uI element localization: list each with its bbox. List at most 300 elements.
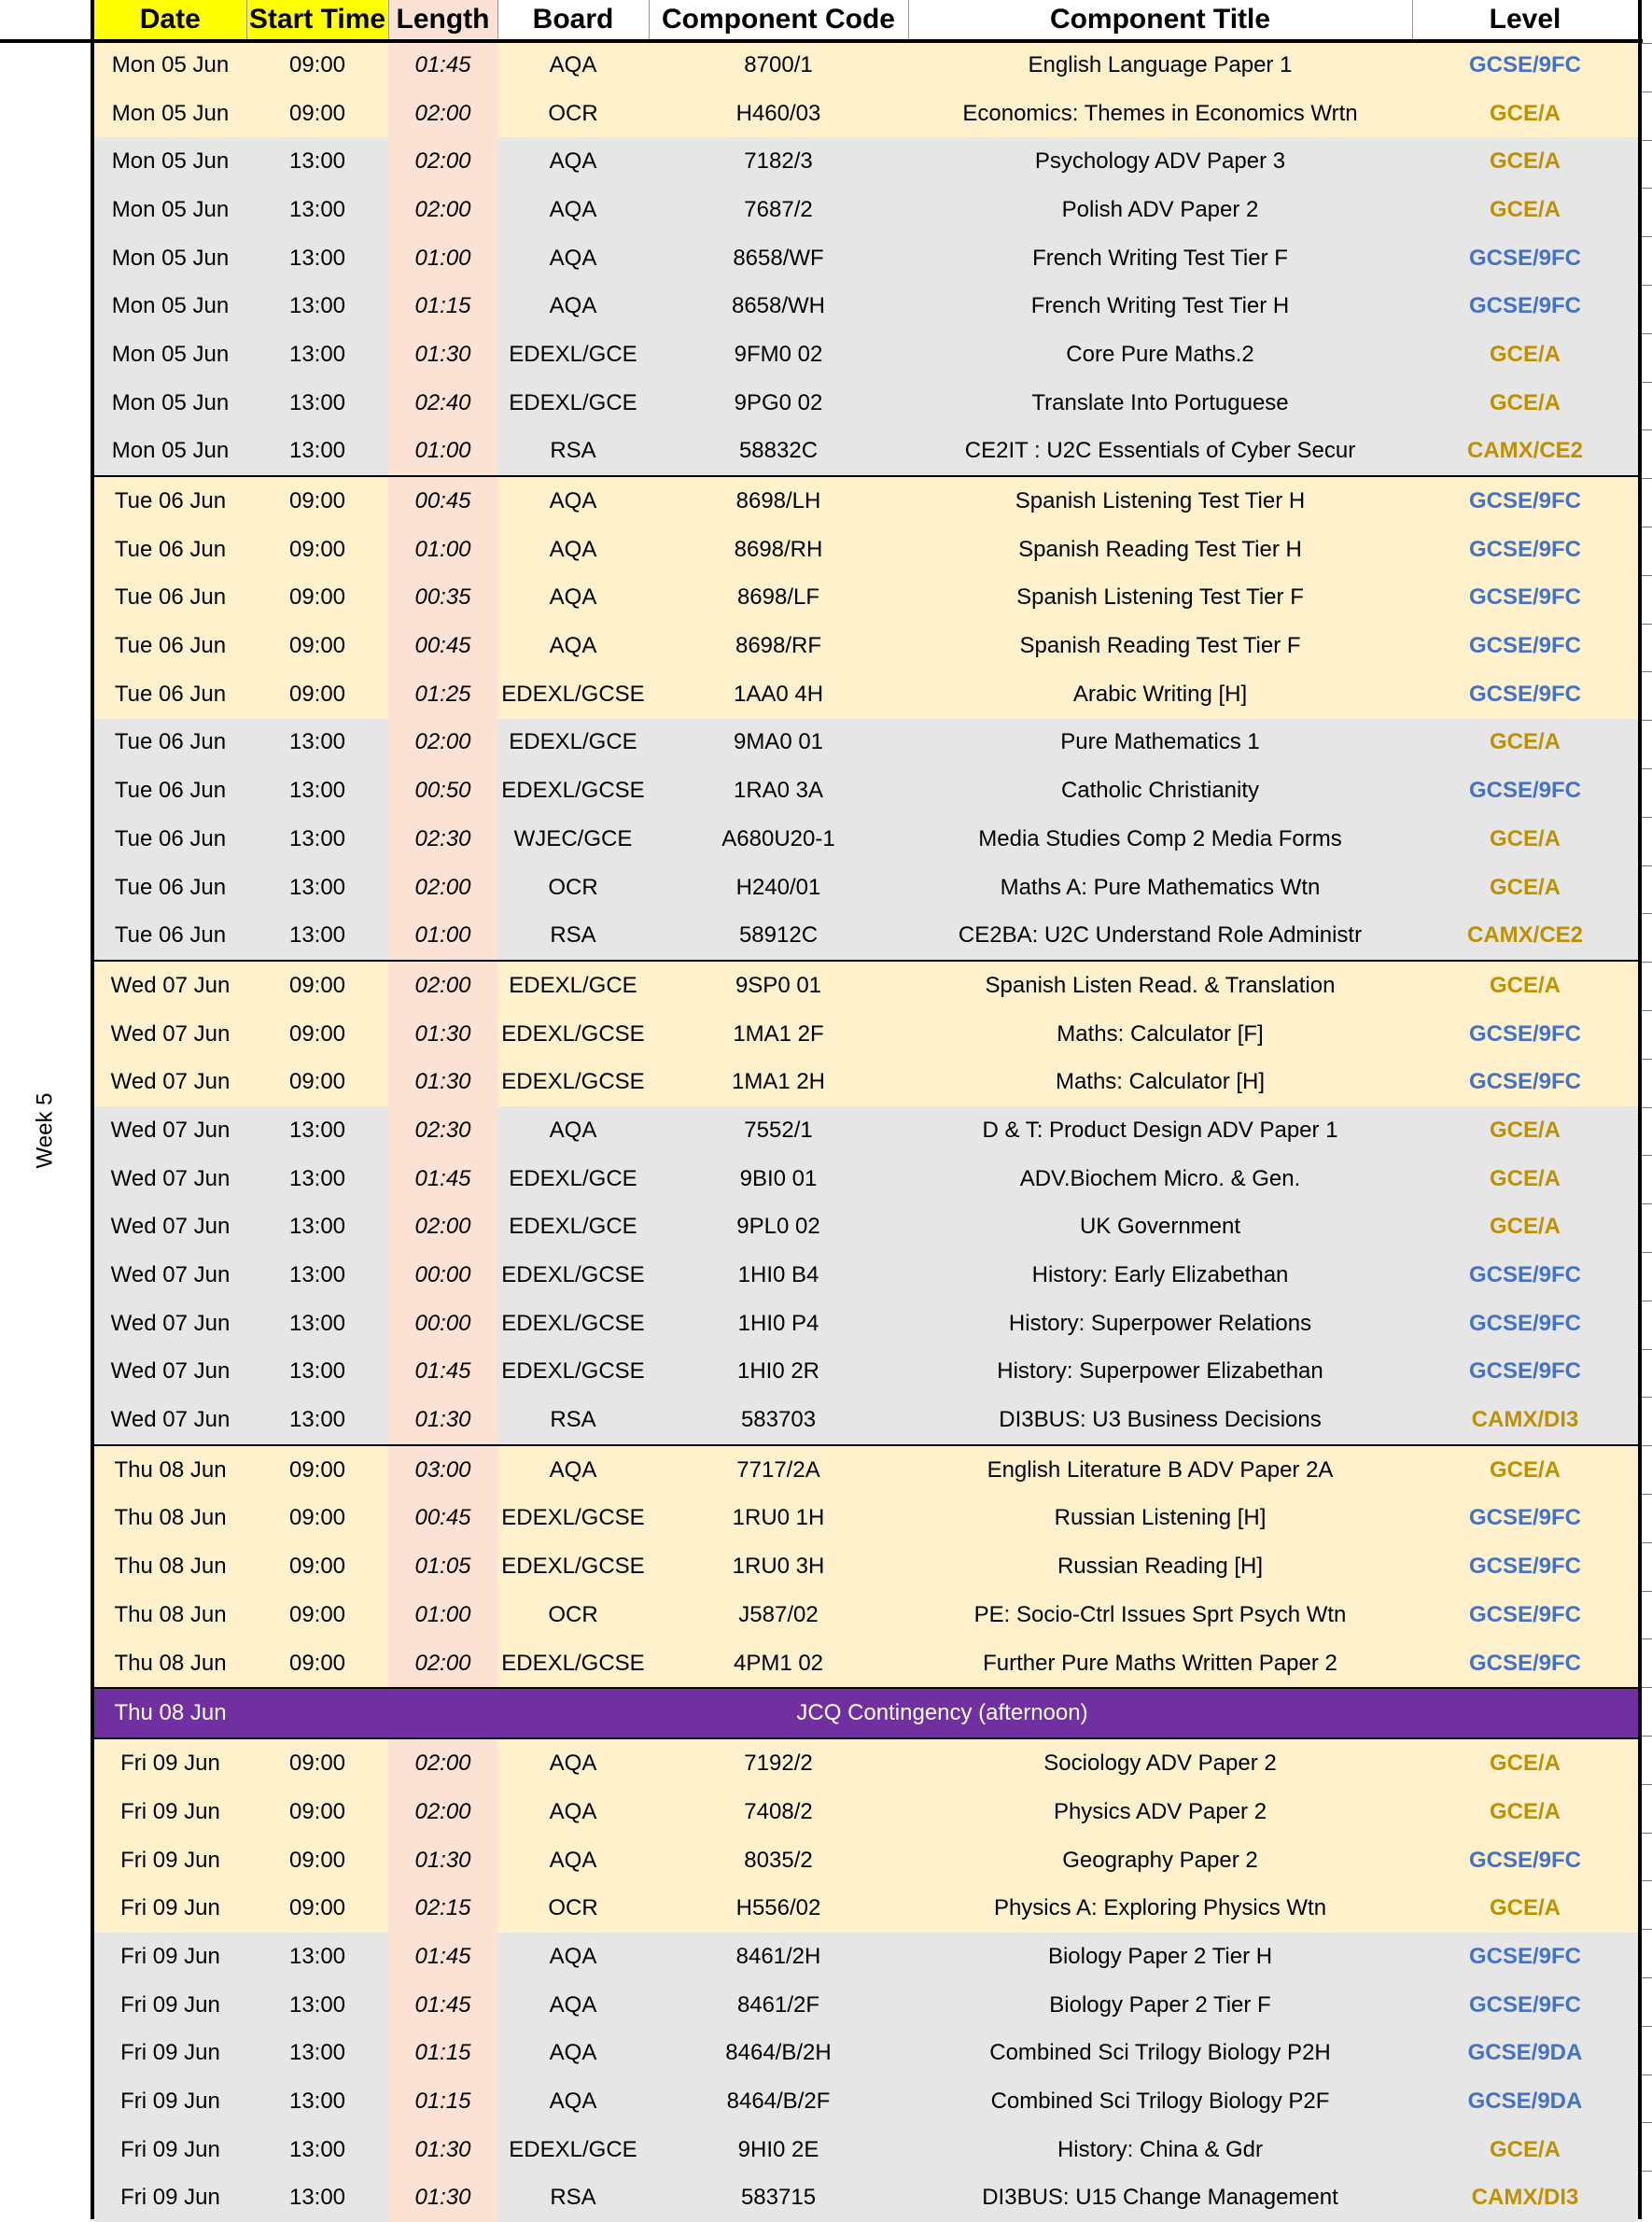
cell-length: 02:40 xyxy=(388,379,497,428)
cell-date: Wed 07 Jun xyxy=(94,1106,246,1155)
cell-component-title: Spanish Reading Test Tier F xyxy=(908,622,1412,670)
cell-board: EDEXL/GCSE xyxy=(497,1495,649,1543)
cell-length: 01:00 xyxy=(388,911,497,961)
row-tick xyxy=(1642,1687,1652,1688)
cell-component-title: Geography Paper 2 xyxy=(908,1836,1412,1885)
cell-length: 00:45 xyxy=(388,622,497,670)
cell-component-title: CE2BA: U2C Understand Role Administr xyxy=(908,911,1412,961)
cell-board: EDEXL/GCSE xyxy=(497,1542,649,1591)
cell-date: Thu 08 Jun xyxy=(94,1445,246,1495)
row-tick xyxy=(1642,913,1652,914)
cell-board: EDEXL/GCSE xyxy=(497,1010,649,1059)
cell-board: EDEXL/GCSE xyxy=(497,1348,649,1397)
cell-board: RSA xyxy=(497,911,649,961)
header-divider xyxy=(0,39,1643,43)
cell-component-title: Economics: Themes in Economics Wrtn xyxy=(908,90,1412,138)
cell-length: 02:00 xyxy=(388,719,497,767)
cell-length: 01:45 xyxy=(388,1155,497,1203)
cell-board: RSA xyxy=(497,2174,649,2222)
cell-component-title: Media Studies Comp 2 Media Forms xyxy=(908,815,1412,864)
cell-length: 00:50 xyxy=(388,766,497,815)
table-row xyxy=(94,330,1638,379)
cell-start-time: 13:00 xyxy=(246,282,388,330)
table-row xyxy=(94,90,1638,138)
cell-start-time: 13:00 xyxy=(246,1348,388,1397)
cell-start-time: 13:00 xyxy=(246,428,388,477)
cell-date: Fri 09 Jun xyxy=(94,1884,246,1933)
cell-length: 02:00 xyxy=(388,864,497,912)
cell-start-time: 09:00 xyxy=(246,90,388,138)
table-row xyxy=(94,1639,1638,1689)
row-tick xyxy=(1642,1445,1652,1446)
cell-date: Fri 09 Jun xyxy=(94,1738,246,1788)
banner-text: JCQ Contingency (afternoon) xyxy=(246,1688,1638,1738)
cell-board: AQA xyxy=(497,574,649,623)
table-row xyxy=(94,1542,1638,1591)
cell-start-time: 09:00 xyxy=(246,1884,388,1933)
cell-length: 01:00 xyxy=(388,526,497,574)
cell-component-title: Arabic Writing [H] xyxy=(908,670,1412,719)
row-tick xyxy=(1642,1059,1652,1060)
cell-board: EDEXL/GCE xyxy=(497,2126,649,2174)
cell-level: GCSE/9DA xyxy=(1412,2077,1638,2126)
cell-level: GCSE/9FC xyxy=(1412,40,1638,90)
cell-board: EDEXL/GCSE xyxy=(497,1300,649,1348)
row-tick xyxy=(1642,236,1652,237)
cell-start-time: 13:00 xyxy=(246,1203,388,1252)
cell-date: Tue 06 Jun xyxy=(94,574,246,623)
table-row xyxy=(94,1155,1638,1203)
cell-start-time: 09:00 xyxy=(246,526,388,574)
row-tick xyxy=(1642,1880,1652,1881)
week-label-text: Week 5 xyxy=(32,1092,58,1168)
cell-date: Tue 06 Jun xyxy=(94,622,246,670)
row-tick xyxy=(1642,1542,1652,1543)
cell-date: Fri 09 Jun xyxy=(94,2174,246,2222)
cell-board: AQA xyxy=(497,1788,649,1836)
cell-level: GCE/A xyxy=(1412,961,1638,1010)
cell-start-time: 13:00 xyxy=(246,1106,388,1155)
cell-date: Mon 05 Jun xyxy=(94,330,246,379)
cell-component-title: Polish ADV Paper 2 xyxy=(908,186,1412,234)
cell-date: Mon 05 Jun xyxy=(94,379,246,428)
cell-start-time: 09:00 xyxy=(246,1836,388,1885)
cell-length: 02:30 xyxy=(388,1106,497,1155)
cell-component-code: 7687/2 xyxy=(649,186,908,234)
cell-component-code: 1MA1 2F xyxy=(649,1010,908,1059)
cell-length: 01:05 xyxy=(388,1542,497,1591)
cell-board: EDEXL/GCE xyxy=(497,719,649,767)
cell-component-code: 8658/WH xyxy=(649,282,908,330)
cell-board: OCR xyxy=(497,864,649,912)
cell-component-code: 7408/2 xyxy=(649,1788,908,1836)
cell-level: CAMX/DI3 xyxy=(1412,2174,1638,2222)
cell-board: AQA xyxy=(497,1445,649,1495)
cell-start-time: 09:00 xyxy=(246,1639,388,1689)
table-row xyxy=(94,864,1638,912)
cell-board: AQA xyxy=(497,526,649,574)
cell-date: Fri 09 Jun xyxy=(94,1933,246,1981)
cell-component-code: 8035/2 xyxy=(649,1836,908,1885)
cell-component-code: 1RU0 1H xyxy=(649,1495,908,1543)
cell-level: GCE/A xyxy=(1412,1155,1638,1203)
header-component-code: Component Code xyxy=(649,0,908,40)
cell-board: AQA xyxy=(497,234,649,283)
cell-component-code: 9PG0 02 xyxy=(649,379,908,428)
cell-component-title: UK Government xyxy=(908,1203,1412,1252)
cell-start-time: 09:00 xyxy=(246,1788,388,1836)
table-row xyxy=(94,2126,1638,2174)
row-tick xyxy=(1642,2026,1652,2027)
cell-date: Tue 06 Jun xyxy=(94,526,246,574)
table-row xyxy=(94,1348,1638,1397)
cell-board: EDEXL/GCE xyxy=(497,379,649,428)
table-row xyxy=(94,1300,1638,1348)
cell-component-title: DI3BUS: U3 Business Decisions xyxy=(908,1396,1412,1445)
cell-length: 01:30 xyxy=(388,2174,497,2222)
cell-level: GCSE/9FC xyxy=(1412,1591,1638,1639)
cell-date: Fri 09 Jun xyxy=(94,2126,246,2174)
contingency-banner xyxy=(94,1688,1638,1738)
header-board: Board xyxy=(497,0,649,40)
header-start-time: Start Time xyxy=(246,0,388,40)
cell-component-title: Maths: Calculator [F] xyxy=(908,1010,1412,1059)
cell-component-title: Core Pure Maths.2 xyxy=(908,330,1412,379)
cell-date: Mon 05 Jun xyxy=(94,40,246,90)
row-tick xyxy=(1642,285,1652,286)
cell-level: CAMX/CE2 xyxy=(1412,428,1638,477)
cell-board: EDEXL/GCSE xyxy=(497,1251,649,1300)
cell-component-code: 4PM1 02 xyxy=(649,1639,908,1689)
cell-level: GCSE/9DA xyxy=(1412,2030,1638,2078)
row-tick xyxy=(1642,962,1652,963)
cell-start-time: 13:00 xyxy=(246,864,388,912)
cell-date: Thu 08 Jun xyxy=(94,1542,246,1591)
table-row xyxy=(94,1788,1638,1836)
cell-start-time: 09:00 xyxy=(246,1010,388,1059)
cell-component-title: English Literature B ADV Paper 2A xyxy=(908,1445,1412,1495)
cell-board: EDEXL/GCE xyxy=(497,961,649,1010)
table-row xyxy=(94,1981,1638,2030)
cell-start-time: 13:00 xyxy=(246,234,388,283)
table-row xyxy=(94,1884,1638,1933)
cell-board: EDEXL/GCE xyxy=(497,1155,649,1203)
table-row xyxy=(94,1738,1638,1788)
cell-level: GCSE/9FC xyxy=(1412,1495,1638,1543)
cell-component-title: CE2IT : U2C Essentials of Cyber Secur xyxy=(908,428,1412,477)
cell-length: 01:00 xyxy=(388,234,497,283)
row-tick xyxy=(1642,1638,1652,1639)
cell-board: OCR xyxy=(497,1591,649,1639)
cell-start-time: 13:00 xyxy=(246,330,388,379)
cell-level: GCE/A xyxy=(1412,864,1638,912)
cell-component-code: 8461/2H xyxy=(649,1933,908,1981)
cell-length: 00:35 xyxy=(388,574,497,623)
cell-component-code: 9PL0 02 xyxy=(649,1203,908,1252)
cell-component-code: 9SP0 01 xyxy=(649,961,908,1010)
cell-date: Fri 09 Jun xyxy=(94,1981,246,2030)
cell-level: GCSE/9FC xyxy=(1412,574,1638,623)
table-row xyxy=(94,1933,1638,1981)
cell-component-title: History: Superpower Relations xyxy=(908,1300,1412,1348)
table-row xyxy=(94,1591,1638,1639)
cell-component-title: History: Superpower Elizabethan xyxy=(908,1348,1412,1397)
cell-length: 03:00 xyxy=(388,1445,497,1495)
header-level: Level xyxy=(1412,0,1638,40)
cell-component-title: History: Early Elizabethan xyxy=(908,1251,1412,1300)
cell-component-code: 58912C xyxy=(649,911,908,961)
cell-board: AQA xyxy=(497,1738,649,1788)
cell-start-time: 09:00 xyxy=(246,476,388,526)
cell-board: EDEXL/GCE xyxy=(497,1203,649,1252)
cell-start-time: 13:00 xyxy=(246,2126,388,2174)
cell-start-time: 13:00 xyxy=(246,137,388,186)
cell-date: Mon 05 Jun xyxy=(94,186,246,234)
cell-length: 01:15 xyxy=(388,2077,497,2126)
cell-length: 01:15 xyxy=(388,2030,497,2078)
cell-date: Tue 06 Jun xyxy=(94,719,246,767)
row-tick xyxy=(1642,768,1652,769)
cell-board: AQA xyxy=(497,476,649,526)
row-tick xyxy=(1642,1155,1652,1156)
row-tick xyxy=(1642,429,1652,430)
table-row xyxy=(94,186,1638,234)
cell-component-title: Catholic Christianity xyxy=(908,766,1412,815)
cell-length: 01:45 xyxy=(388,1981,497,2030)
cell-component-title: Combined Sci Trilogy Biology P2H xyxy=(908,2030,1412,2078)
cell-component-code: H556/02 xyxy=(649,1884,908,1933)
cell-length: 01:30 xyxy=(388,1058,497,1106)
cell-component-code: 8464/B/2H xyxy=(649,2030,908,2078)
cell-length: 01:25 xyxy=(388,670,497,719)
cell-length: 02:00 xyxy=(388,1203,497,1252)
cell-component-title: Translate Into Portuguese xyxy=(908,379,1412,428)
table-row xyxy=(94,1495,1638,1543)
cell-date: Tue 06 Jun xyxy=(94,476,246,526)
table-row xyxy=(94,1058,1638,1106)
cell-date: Tue 06 Jun xyxy=(94,766,246,815)
cell-component-code: A680U20-1 xyxy=(649,815,908,864)
row-tick xyxy=(1642,1252,1652,1253)
cell-start-time: 09:00 xyxy=(246,574,388,623)
table-row xyxy=(94,719,1638,767)
table-row xyxy=(94,234,1638,283)
cell-start-time: 09:00 xyxy=(246,1495,388,1543)
cell-start-time: 13:00 xyxy=(246,1933,388,1981)
cell-board: EDEXL/GCSE xyxy=(497,1639,649,1689)
timetable-body xyxy=(94,40,1638,2222)
cell-board: EDEXL/GCSE xyxy=(497,1058,649,1106)
row-tick xyxy=(1642,140,1652,141)
table-row xyxy=(94,40,1638,90)
cell-component-code: 7192/2 xyxy=(649,1738,908,1788)
cell-level: GCE/A xyxy=(1412,1738,1638,1788)
cell-start-time: 13:00 xyxy=(246,1396,388,1445)
cell-component-title: French Writing Test Tier H xyxy=(908,282,1412,330)
cell-length: 00:45 xyxy=(388,1495,497,1543)
cell-level: GCSE/9FC xyxy=(1412,766,1638,815)
cell-board: AQA xyxy=(497,137,649,186)
row-tick xyxy=(1642,817,1652,818)
cell-level: GCSE/9FC xyxy=(1412,1981,1638,2030)
cell-date: Wed 07 Jun xyxy=(94,1155,246,1203)
cell-start-time: 09:00 xyxy=(246,670,388,719)
cell-level: GCE/A xyxy=(1412,1445,1638,1495)
cell-level: GCE/A xyxy=(1412,186,1638,234)
cell-level: GCSE/9FC xyxy=(1412,670,1638,719)
table-row xyxy=(94,1445,1638,1495)
table-row xyxy=(94,622,1638,670)
cell-component-title: ADV.Biochem Micro. & Gen. xyxy=(908,1155,1412,1203)
cell-board: AQA xyxy=(497,622,649,670)
cell-level: GCSE/9FC xyxy=(1412,1058,1638,1106)
cell-date: Wed 07 Jun xyxy=(94,1010,246,1059)
cell-board: WJEC/GCE xyxy=(497,815,649,864)
cell-length: 01:30 xyxy=(388,1396,497,1445)
cell-component-title: Spanish Reading Test Tier H xyxy=(908,526,1412,574)
cell-component-code: 58832C xyxy=(649,428,908,477)
row-tick xyxy=(1642,1736,1652,1737)
cell-component-code: 583703 xyxy=(649,1396,908,1445)
cell-level: CAMX/DI3 xyxy=(1412,1396,1638,1445)
row-tick xyxy=(1642,1833,1652,1834)
header-component-title: Component Title xyxy=(908,0,1412,40)
exam-timetable xyxy=(94,0,1639,2222)
cell-component-code: 8698/RF xyxy=(649,622,908,670)
cell-board: AQA xyxy=(497,2077,649,2126)
row-tick xyxy=(1642,624,1652,625)
row-tick xyxy=(1642,91,1652,92)
table-row xyxy=(94,428,1638,477)
cell-date: Wed 07 Jun xyxy=(94,1251,246,1300)
cell-component-code: 583715 xyxy=(649,2174,908,2222)
cell-start-time: 09:00 xyxy=(246,1591,388,1639)
cell-date: Mon 05 Jun xyxy=(94,137,246,186)
cell-component-code: H460/03 xyxy=(649,90,908,138)
cell-component-title: Pure Mathematics 1 xyxy=(908,719,1412,767)
cell-component-title: Biology Paper 2 Tier F xyxy=(908,1981,1412,2030)
cell-date: Wed 07 Jun xyxy=(94,1396,246,1445)
cell-component-title: Spanish Listening Test Tier F xyxy=(908,574,1412,623)
cell-component-code: 1MA1 2H xyxy=(649,1058,908,1106)
cell-level: GCE/A xyxy=(1412,330,1638,379)
cell-board: AQA xyxy=(497,1106,649,1155)
cell-component-code: 8698/RH xyxy=(649,526,908,574)
cell-level: GCSE/9FC xyxy=(1412,1300,1638,1348)
row-tick xyxy=(1642,720,1652,721)
header-date: Date xyxy=(94,0,246,40)
cell-component-title: Further Pure Maths Written Paper 2 xyxy=(908,1639,1412,1689)
table-row xyxy=(94,670,1638,719)
cell-start-time: 09:00 xyxy=(246,1738,388,1788)
cell-length: 01:45 xyxy=(388,1348,497,1397)
cell-date: Mon 05 Jun xyxy=(94,234,246,283)
table-row xyxy=(94,2174,1638,2222)
cell-length: 02:00 xyxy=(388,137,497,186)
cell-board: OCR xyxy=(497,1884,649,1933)
cell-component-title: D & T: Product Design ADV Paper 1 xyxy=(908,1106,1412,1155)
cell-level: GCSE/9FC xyxy=(1412,1542,1638,1591)
cell-start-time: 09:00 xyxy=(246,1058,388,1106)
cell-component-title: Spanish Listen Read. & Translation xyxy=(908,961,1412,1010)
cell-date: Thu 08 Jun xyxy=(94,1639,246,1689)
cell-date: Wed 07 Jun xyxy=(94,1203,246,1252)
cell-date: Mon 05 Jun xyxy=(94,90,246,138)
cell-component-title: Russian Listening [H] xyxy=(908,1495,1412,1543)
cell-component-code: 9BI0 01 xyxy=(649,1155,908,1203)
cell-level: GCE/A xyxy=(1412,137,1638,186)
table-row xyxy=(94,2077,1638,2126)
cell-board: AQA xyxy=(497,40,649,90)
cell-board: RSA xyxy=(497,1396,649,1445)
cell-date: Fri 09 Jun xyxy=(94,2030,246,2078)
cell-length: 02:30 xyxy=(388,815,497,864)
cell-level: GCSE/9FC xyxy=(1412,526,1638,574)
cell-component-code: 1RA0 3A xyxy=(649,766,908,815)
row-tick xyxy=(1642,333,1652,334)
cell-start-time: 13:00 xyxy=(246,2174,388,2222)
cell-level: GCSE/9FC xyxy=(1412,1010,1638,1059)
cell-board: RSA xyxy=(497,428,649,477)
cell-component-code: 7552/1 xyxy=(649,1106,908,1155)
row-tick xyxy=(1642,1010,1652,1011)
row-tick xyxy=(1642,865,1652,866)
table-row xyxy=(94,1836,1638,1885)
cell-level: GCSE/9FC xyxy=(1412,1639,1638,1689)
row-tick xyxy=(1642,188,1652,189)
cell-length: 00:00 xyxy=(388,1300,497,1348)
cell-start-time: 09:00 xyxy=(246,1542,388,1591)
cell-length: 01:30 xyxy=(388,330,497,379)
table-row xyxy=(94,1251,1638,1300)
cell-component-title: Biology Paper 2 Tier H xyxy=(908,1933,1412,1981)
cell-component-title: Physics A: Exploring Physics Wtn xyxy=(908,1884,1412,1933)
cell-level: GCE/A xyxy=(1412,90,1638,138)
table-row xyxy=(94,2030,1638,2078)
cell-start-time: 13:00 xyxy=(246,911,388,961)
cell-date: Fri 09 Jun xyxy=(94,2077,246,2126)
row-tick xyxy=(1642,1494,1652,1495)
cell-component-title: Russian Reading [H] xyxy=(908,1542,1412,1591)
table-row xyxy=(94,574,1638,623)
table-row xyxy=(94,526,1638,574)
cell-component-title: Physics ADV Paper 2 xyxy=(908,1788,1412,1836)
row-tick xyxy=(1642,1929,1652,1930)
cell-start-time: 13:00 xyxy=(246,1981,388,2030)
cell-board: AQA xyxy=(497,2030,649,2078)
table-row xyxy=(94,815,1638,864)
cell-length: 02:00 xyxy=(388,186,497,234)
cell-component-code: J587/02 xyxy=(649,1591,908,1639)
cell-date: Thu 08 Jun xyxy=(94,1591,246,1639)
cell-length: 00:00 xyxy=(388,1251,497,1300)
cell-component-title: French Writing Test Tier F xyxy=(908,234,1412,283)
cell-board: EDEXL/GCSE xyxy=(497,766,649,815)
cell-board: EDEXL/GCSE xyxy=(497,670,649,719)
cell-date: Tue 06 Jun xyxy=(94,815,246,864)
cell-board: AQA xyxy=(497,1836,649,1885)
cell-board: AQA xyxy=(497,282,649,330)
row-tick xyxy=(1642,575,1652,576)
cell-length: 01:15 xyxy=(388,282,497,330)
cell-component-code: 8464/B/2F xyxy=(649,2077,908,2126)
cell-level: GCSE/9FC xyxy=(1412,1348,1638,1397)
table-row xyxy=(94,961,1638,1010)
cell-start-time: 13:00 xyxy=(246,1155,388,1203)
cell-date: Mon 05 Jun xyxy=(94,282,246,330)
cell-component-title: Maths A: Pure Mathematics Wtn xyxy=(908,864,1412,912)
cell-date: Wed 07 Jun xyxy=(94,1058,246,1106)
